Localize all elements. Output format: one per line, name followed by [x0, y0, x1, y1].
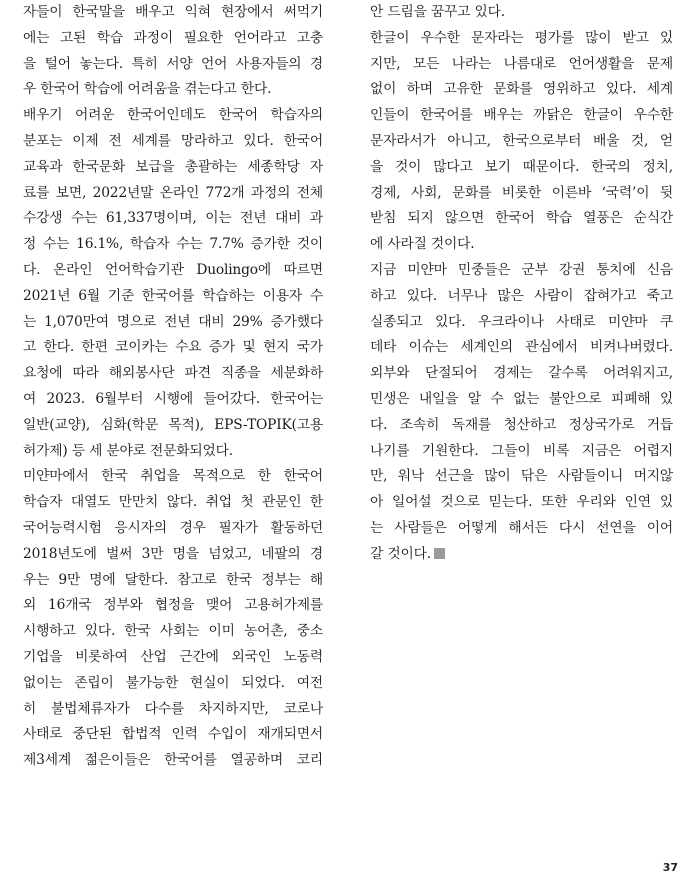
- text-line: [23, 155, 323, 181]
- text-line: [370, 284, 673, 310]
- text-line-content: 2021년 6월 기준 한국어를 학습하는 이용자 수: [23, 287, 323, 304]
- text-line-content: 인들이 한국어를 배우는 까닭은 한글이 우수한: [370, 107, 673, 124]
- text-line: [23, 26, 323, 52]
- text-line: [370, 52, 673, 78]
- text-line-content: 안 드림을 꿈꾸고 있다.: [370, 4, 505, 20]
- text-line-content: 갈 것이다.: [370, 545, 431, 562]
- text-line: [370, 155, 673, 181]
- text-line-content: 없이 하며 고유한 문화를 영위하고 있다. 세계: [370, 81, 673, 98]
- text-line: [370, 490, 673, 516]
- text-line: [23, 748, 323, 774]
- text-line-content: 없이는 존립이 불가능한 현실이 되었다. 여전: [23, 674, 323, 691]
- text-line: [23, 464, 323, 490]
- text-line: [370, 181, 673, 207]
- text-line-content: 아 일어설 것으로 믿는다. 또한 우리와 인연 있: [370, 494, 673, 511]
- text-line: [23, 387, 323, 413]
- text-line-content: 나기를 기원한다. 그들이 비록 지금은 어렵지: [370, 442, 673, 459]
- text-line-content: 일반(교양), 심화(학문 목적), EPS-TOPIK(고용: [23, 416, 323, 433]
- text-line-content: 우는 9만 명에 달한다. 참고로 한국 정부는 해: [23, 571, 323, 588]
- text-line-content: 다. 조속히 독재를 청산하고 정상국가로 거듭: [370, 416, 673, 433]
- text-line: [23, 722, 323, 748]
- text-line-content: 다. 온라인 언어학습기관 Duolingo에 따르면: [23, 261, 323, 278]
- text-line-content: 허가제) 등 세 분야로 전문화되었다.: [23, 442, 233, 459]
- page-number: 37: [662, 861, 678, 874]
- text-line: [23, 542, 323, 568]
- text-line-content: 하고 있다. 너무나 많은 사람이 잡혀가고 죽고: [370, 287, 673, 304]
- text-line: [23, 258, 323, 284]
- text-line: [370, 310, 673, 336]
- text-line-content: 만, 워낙 선근을 많이 닦은 사람들이니 머지않: [370, 468, 673, 485]
- text-line-content: 미얀마에서 한국 취업을 목적으로 한 한국어: [23, 468, 323, 485]
- right-column: [370, 0, 673, 568]
- text-line: [370, 439, 673, 465]
- text-line-content: 배우기 어려운 한국어인데도 한국어 학습자의: [23, 107, 323, 124]
- text-line-content: 기업을 비롯하여 산업 근간에 외국인 노동력: [23, 648, 323, 665]
- text-line-content: 외부와 단절되어 경제는 갈수록 어려워지고,: [370, 365, 673, 382]
- text-line-content: 교육과 한국문화 보급을 총괄하는 세종학당 자: [23, 158, 323, 175]
- text-line-content: 데타 이슈는 세계인의 관심에서 비켜나버렸다.: [370, 339, 673, 356]
- text-line-content: 시행하고 있다. 한국 사회는 이미 농어촌, 중소: [23, 623, 323, 640]
- text-line: [370, 77, 673, 103]
- text-line-content: 에 사라질 것이다.: [370, 236, 475, 253]
- text-line-content: 사태로 중단된 합법적 인력 수입이 재개되면서: [23, 726, 323, 743]
- text-line: [23, 181, 323, 207]
- text-line: [23, 206, 323, 232]
- text-line: [23, 593, 323, 619]
- text-line: [23, 103, 323, 129]
- text-line: [370, 258, 673, 284]
- text-line: [23, 310, 323, 336]
- text-line: [23, 490, 323, 516]
- text-line-content: 문자라서가 아니고, 한국으로부터 배울 것, 얻: [370, 132, 673, 149]
- text-line-content: 제3세계 젊은이들은 한국어를 열공하며 코리: [23, 752, 323, 769]
- text-line-content: 지금 미얀마 민중들은 군부 강권 통치에 신음: [370, 261, 673, 278]
- text-line-content: 고 한다. 한편 코이카는 수요 증가 및 현지 국가: [23, 339, 323, 356]
- text-line: [23, 568, 323, 594]
- text-line: [23, 413, 323, 439]
- text-line-content: 경제, 사회, 문화를 비롯한 이른바 ‘국력’이 뒷: [370, 184, 673, 201]
- text-line: [23, 77, 323, 103]
- text-line: [370, 0, 673, 26]
- text-line-content: 요청에 따라 해외봉사단 파견 직종을 세분화하: [23, 365, 323, 382]
- text-line: [370, 413, 673, 439]
- text-line: [23, 232, 323, 258]
- text-line: [370, 542, 673, 568]
- text-line: [23, 129, 323, 155]
- text-line-content: 히 불법체류자가 다수를 차지하지만, 코로나: [23, 700, 323, 717]
- text-line: [370, 206, 673, 232]
- text-line-content: 받침 되지 않으면 한국어 학습 열풍은 순식간: [370, 210, 673, 227]
- text-line-content: 을 것이 많다고 보기 때문이다. 한국의 정치,: [370, 158, 673, 175]
- text-line: [23, 516, 323, 542]
- text-line: [23, 671, 323, 697]
- text-line-content: 2018년도에 벌써 3만 명을 넘었고, 네팔의 경: [23, 545, 323, 562]
- text-line-content: 한글이 우수한 문자라는 평가를 많이 받고 있: [370, 29, 673, 46]
- text-line: [23, 439, 323, 465]
- text-line: [23, 284, 323, 310]
- text-line-content: 에는 고된 학습 과정이 필요한 언어라고 고충: [23, 29, 323, 46]
- text-line: [23, 697, 323, 723]
- text-line: [370, 335, 673, 361]
- text-line-content: 국어능력시험 응시자의 경우 필자가 활동하던: [23, 519, 323, 536]
- text-line-content: 는 1,070만여 명으로 전년 대비 29% 증가했다: [23, 313, 323, 330]
- text-line-content: 료를 보면, 2022년말 온라인 772개 과정의 전체: [23, 184, 323, 201]
- text-line-content: 지만, 모든 나라는 나름대로 언어생활을 문제: [370, 55, 673, 72]
- text-line-content: 정 수는 16.1%, 학습자 수는 7.7% 증가한 것이: [23, 236, 323, 253]
- text-line-content: 민생은 내일을 알 수 없는 불안으로 피폐해 있: [370, 390, 673, 407]
- left-column: [23, 0, 323, 774]
- text-line: [23, 619, 323, 645]
- text-line-content: 을 털어 놓는다. 특히 서양 언어 사용자들의 경: [23, 55, 323, 72]
- text-line: [370, 387, 673, 413]
- text-line-content: 외 16개국 정부와 협정을 맺어 고용허가제를: [23, 597, 323, 614]
- text-line: [23, 0, 323, 26]
- text-line-content: 실종되고 있다. 우크라이나 사태로 미얀마 쿠: [370, 313, 673, 330]
- text-line: [370, 464, 673, 490]
- text-line: [23, 335, 323, 361]
- text-line: [23, 645, 323, 671]
- text-line-content: 우 한국어 학습에 어려움을 겪는다고 한다.: [23, 81, 272, 98]
- text-line: [370, 232, 673, 258]
- text-line-content: 분포는 이제 전 세계를 망라하고 있다. 한국어: [23, 132, 323, 149]
- end-mark-icon: [434, 548, 445, 559]
- text-line-content: 자들이 한국말을 배우고 익혀 현장에서 써먹기: [23, 4, 323, 20]
- text-line: [370, 361, 673, 387]
- text-line-content: 여 2023. 6월부터 시행에 들어갔다. 한국어는: [23, 390, 323, 407]
- text-line: [370, 26, 673, 52]
- text-line: [23, 361, 323, 387]
- text-line-content: 학습자 대열도 만만치 않다. 취업 첫 관문인 한: [23, 494, 323, 511]
- text-line: [23, 52, 323, 78]
- text-line: [370, 516, 673, 542]
- text-line: [370, 129, 673, 155]
- text-line: [370, 103, 673, 129]
- text-line-content: 수강생 수는 61,337명이며, 이는 전년 대비 과: [23, 210, 323, 227]
- text-line-content: 는 사람들은 어떻게 해서든 다시 선연을 이어: [370, 519, 673, 536]
